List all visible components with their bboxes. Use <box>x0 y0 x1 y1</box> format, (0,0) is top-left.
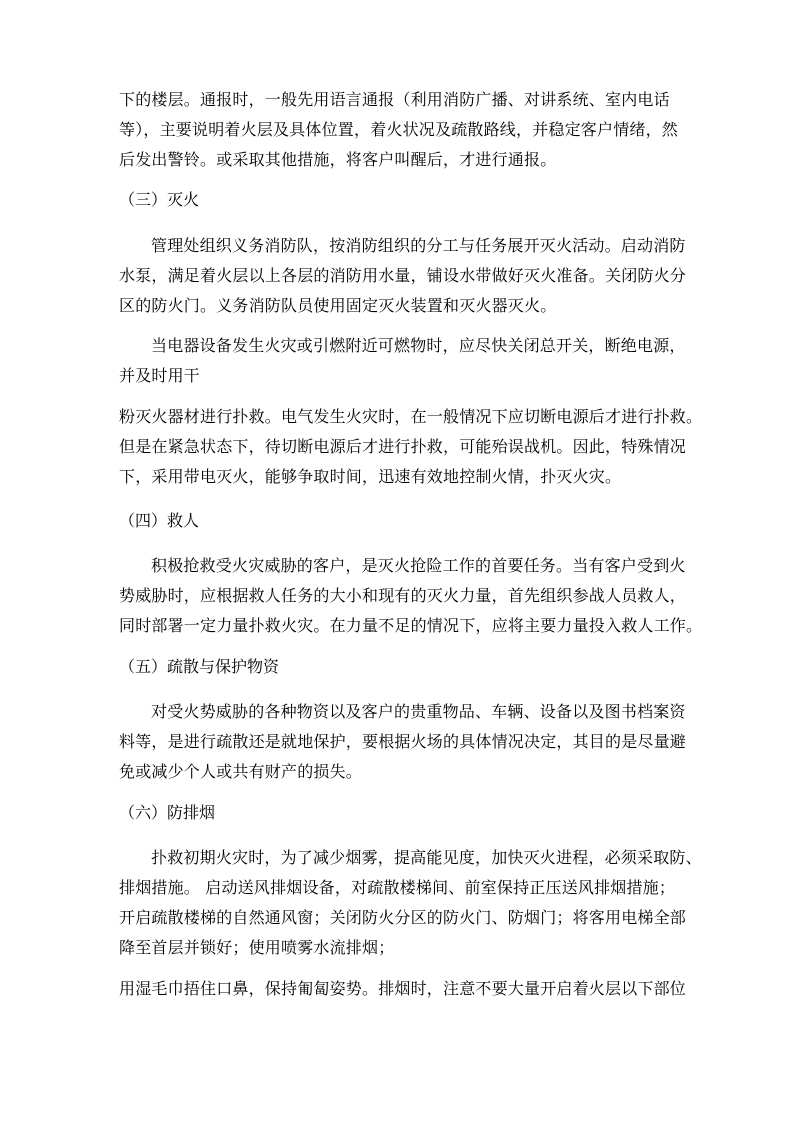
paragraph-electrical-fire <box>119 331 691 391</box>
text-line: 管理处组织义务消防队，按消防组织的分工与任务展开灭火活动。启动消防 <box>151 236 686 255</box>
text-line: 扑救初期火灾时，为了减少烟雾，提高能见度，加快灭火进程，必须采取防、 <box>151 848 702 867</box>
text-line: 等），主要说明着火层及具体位置，着火状况及疏散路线，并稳定客户情绪，然 <box>119 120 679 139</box>
section-heading-evacuation: （五）疏散与保护物资 <box>119 657 280 676</box>
text-line: 但是在紧急状态下，待切断电源后才进行扑救，可能殆误战机。因此，特殊情况 <box>119 437 687 456</box>
text-line: 区的防火门。义务消防队员使用固定灭火装置和灭火器灭火。 <box>119 296 557 315</box>
text-line: 下的楼层。通报时，一般先用语言通报（利用消防广播、对讲系统、室内电话 <box>119 90 670 109</box>
text-line: 降至首层并锁好；使用喷雾水流排烟； <box>119 938 395 957</box>
text-line: 势威胁时，应根据救人任务的大小和现有的灭火力量，首先组织参战人员救人， <box>119 586 687 605</box>
section-heading-smoke-control: （六）防排烟 <box>119 803 216 822</box>
text-line: 料等，是进行疏散还是就地保护，要根据火场的具体情况决定，其目的是尽量避 <box>119 732 687 751</box>
text-line: 对受火势威胁的各种物资以及客户的贵重物品、车辆、设备以及图书档案资 <box>151 702 686 721</box>
text-line: 当电器设备发生火灾或引燃附近可燃物时，应尽快关闭总开关，断绝电源， <box>151 336 686 355</box>
text-line: 开启疏散楼梯的自然通风窗；关闭防火分区的防火门、防烟门；将客用电梯全部 <box>119 908 687 927</box>
text-line: 用湿毛巾捂住口鼻，保持匍匐姿势。排烟时，注意不要大量开启着火层以下部位 <box>119 979 687 998</box>
paragraph-firefighting <box>119 231 691 321</box>
section-heading-firefighting: （三）灭火 <box>119 190 200 209</box>
text-line: 积极抢救受火灾威胁的客户，是灭火抢险工作的首要任务。当有客户受到火 <box>151 556 686 575</box>
text-line: 免或减少个人或共有财产的损失。 <box>119 762 363 781</box>
paragraph-notification <box>119 85 691 175</box>
paragraph-smoke-control <box>119 843 702 963</box>
text-line: 后发出警铃。或采取其他措施，将客户叫醒后，才进行通报。 <box>119 150 557 169</box>
section-heading-rescue: （四）救人 <box>119 511 200 530</box>
text-line: 并及时用干 <box>119 366 201 385</box>
paragraph-evacuation <box>119 697 691 787</box>
text-line: 排烟措施。 启动送风排烟设备，对疏散楼梯间、前室保持正压送风排烟措施； <box>119 878 676 897</box>
text-line: 同时部署一定力量扑救火灾。在力量不足的情况下，应将主要力量投入救人工作。 <box>119 616 703 635</box>
text-line: 水泵，满足着火层以上各层的消防用水量，铺设水带做好灭火准备。关闭防火分 <box>119 266 687 285</box>
text-line: 粉灭火器材进行扑救。电气发生火灾时，在一般情况下应切断电源后才进行扑救。 <box>119 407 703 426</box>
text-line: 下，采用带电灭火，能够争取时间，迅速有效地控制火情，扑灭火灾。 <box>119 467 622 486</box>
paragraph-electrical-extinguish <box>119 402 703 492</box>
paragraph-smoke-safety <box>119 974 691 1004</box>
paragraph-rescue <box>119 551 703 641</box>
